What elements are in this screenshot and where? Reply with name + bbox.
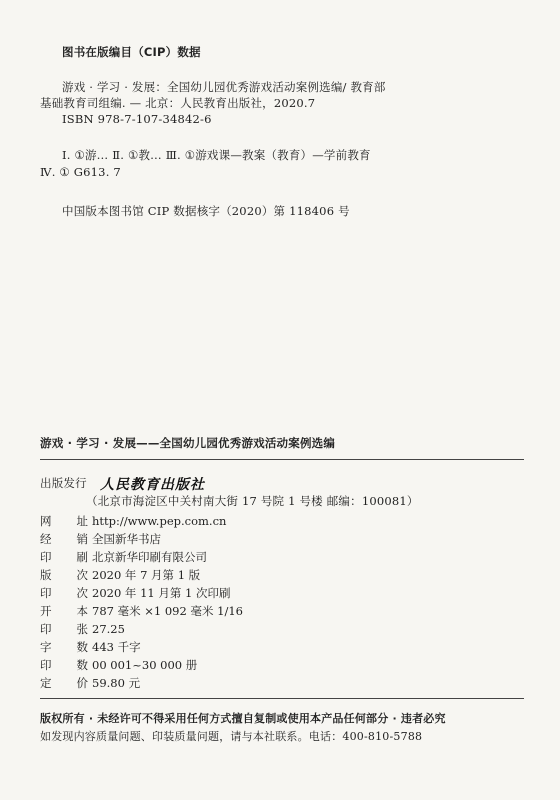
publisher-address: （北京市海淀区中关村南大街 17 号院 1 号楼 邮编：100081） <box>86 494 419 508</box>
detail-label-print-run <box>40 658 88 672</box>
cip-line-2: 基础教育司组编. — 北京：人民教育出版社，2020.7 <box>40 96 316 110</box>
label-char: 次 <box>76 586 88 600</box>
label-char: 销 <box>76 532 88 546</box>
detail-label-wordcount <box>40 640 88 654</box>
book-title: 游戏 · 学习 · 发展——全国幼儿园优秀游戏活动案例选编 <box>40 436 336 450</box>
detail-value-sheets: 27.25 <box>92 622 125 636</box>
label-char: 版 <box>40 568 52 582</box>
detail-label-printing <box>40 586 88 600</box>
detail-label-printer <box>40 550 88 564</box>
label-char: 经 <box>40 532 52 546</box>
label-char: 址 <box>76 514 88 528</box>
label-char: 印 <box>40 658 52 672</box>
cip-heading: 图书在版编目（CIP）数据 <box>62 45 201 59</box>
bottom-divider <box>40 698 524 699</box>
detail-label-format <box>40 604 88 618</box>
detail-label-website <box>40 514 88 528</box>
detail-value-print-run: 00 001~30 000 册 <box>92 658 198 672</box>
publisher-label: 出版发行 <box>40 476 87 490</box>
cip-line-1: 游戏 · 学习 · 发展：全国幼儿园优秀游戏活动案例选编/ 教育部 <box>62 80 386 94</box>
isbn: ISBN 978-7-107-34842-6 <box>62 112 212 126</box>
label-char: 网 <box>40 514 52 528</box>
label-char: 本 <box>76 604 88 618</box>
label-char: 刷 <box>76 550 88 564</box>
detail-value-website: http://www.pep.com.cn <box>92 514 227 528</box>
detail-value-edition: 2020 年 7 月第 1 版 <box>92 568 201 582</box>
label-char: 次 <box>76 568 88 582</box>
quality-contact: 如发现内容质量问题、印装质量问题，请与本社联系。电话：400-810-5788 <box>40 730 423 743</box>
label-char: 印 <box>40 550 52 564</box>
label-char: 印 <box>40 586 52 600</box>
detail-value-price: 59.80 元 <box>92 676 141 690</box>
label-char: 开 <box>40 604 52 618</box>
label-char: 数 <box>76 640 88 654</box>
detail-label-sheets <box>40 622 88 636</box>
label-char: 定 <box>40 676 52 690</box>
cip-classification-1: Ⅰ. ①游… Ⅱ. ①教… Ⅲ. ①游戏课—教案（教育）—学前教育 <box>62 148 371 162</box>
detail-label-price <box>40 676 88 690</box>
cip-classification-2: Ⅳ. ① G613. 7 <box>40 165 121 179</box>
detail-value-printing: 2020 年 11 月第 1 次印刷 <box>92 586 231 600</box>
detail-value-format: 787 毫米 ×1 092 毫米 1/16 <box>92 604 243 618</box>
label-char: 字 <box>40 640 52 654</box>
label-char: 价 <box>76 676 88 690</box>
detail-value-printer: 北京新华印刷有限公司 <box>92 550 207 564</box>
detail-value-distributor: 全国新华书店 <box>92 532 161 546</box>
detail-label-distributor <box>40 532 88 546</box>
label-char: 印 <box>40 622 52 636</box>
detail-value-wordcount: 443 千字 <box>92 640 141 654</box>
cip-number: 中国版本图书馆 CIP 数据核字（2020）第 118406 号 <box>62 204 350 218</box>
label-char: 张 <box>76 622 88 636</box>
label-char: 数 <box>76 658 88 672</box>
publisher-logo: 人民教育出版社 <box>100 477 205 493</box>
top-divider <box>40 459 524 460</box>
detail-label-edition <box>40 568 88 582</box>
copyright-notice: 版权所有 · 未经许可不得采用任何方式擅自复制或使用本产品任何部分 · 违者必究 <box>40 712 446 725</box>
